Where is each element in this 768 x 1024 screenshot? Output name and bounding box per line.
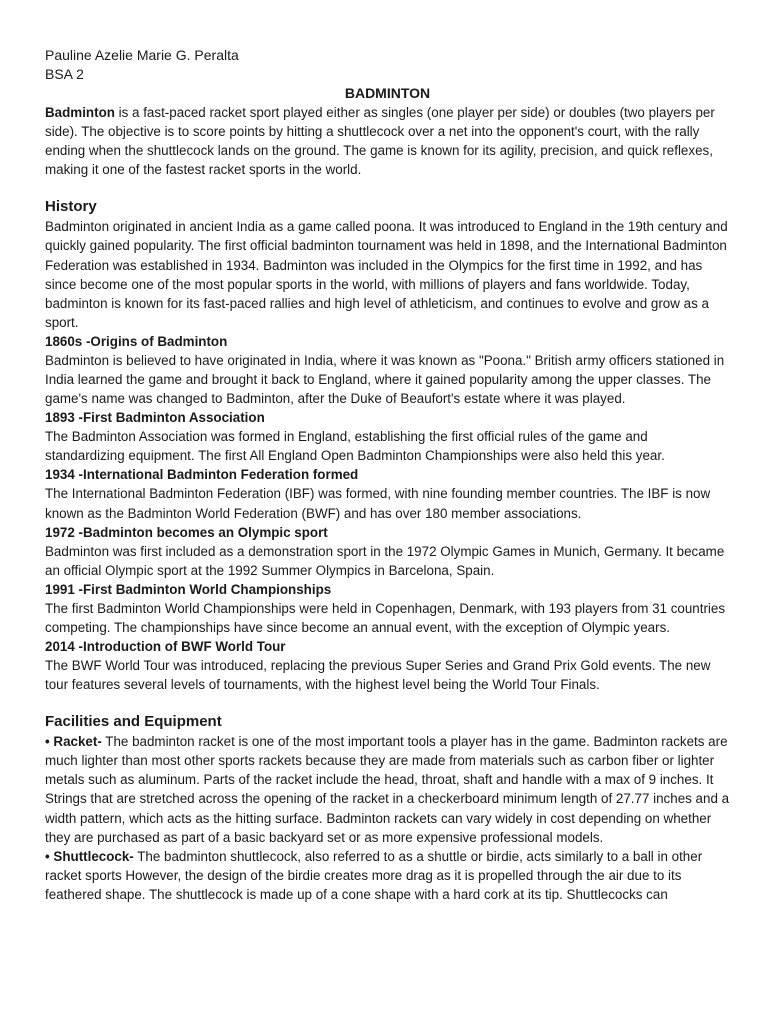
intro-text: is a fast-paced racket sport played either as singles (one player per side) or doubles (two players per side). The objective is to score points by hitting a shuttlecock over a net into the opponent's court, with the rally ending when the shuttlecock lands on the ground. The game is known for its agility, precision, and quick reflexes, making it one of the fastest racket sports in the world. xyxy=(45,105,715,178)
equipment-item-shuttlecock xyxy=(45,847,730,904)
milestone-1860s xyxy=(45,332,730,408)
document-title: BADMINTON xyxy=(344,85,431,101)
equipment-lead: • Racket- xyxy=(45,734,102,750)
intro-lead: Badminton xyxy=(45,105,115,120)
milestone-text: The first Badminton World Championships were held in Copenhagen, Denmark, with 193 players from 31 countries competing. The championships have since become an annual event, with the exception of Olympic years. xyxy=(45,600,726,635)
milestone-title: 1893 -First Badminton Association xyxy=(45,410,265,426)
milestone-text: The BWF World Tour was introduced, replacing the previous Super Series and Grand Prix Gold events. The new tour features several levels of tournaments, with the highest level being the World Tour Finals. xyxy=(45,657,711,693)
milestone-text: Badminton was first included as a demonstration sport in the 1972 Olympic Games in Munich, Germany. It became an official Olympic sport at the 1992 Summer Olympics in Barcelona, Spain. xyxy=(45,543,725,578)
document-page xyxy=(45,46,730,904)
milestone-title: 2014 -Introduction of BWF World Tour xyxy=(45,638,286,654)
equipment-item-racket xyxy=(45,732,730,847)
milestone-1893 xyxy=(45,408,730,465)
history-paragraph: Badminton originated in ancient India as a game called poona. It was introduced to England in the 19th century and quickly gained popularity. The first official badminton tournament was held in 1898, and the International Badminton Federation was established in 1934. Badminton was included in the Olympics for the first time in 1992, and has since become one of the most popular sports in the world, with millions of players and fans worldwide. Today, badminton is known for its fast-paced rallies and high level of athleticism, and continues to evolve and grow as a sport. xyxy=(45,219,728,330)
facilities-heading: Facilities and Equipment xyxy=(45,713,222,731)
milestone-text: The International Badminton Federation (IBF) was formed, with nine founding member countries. The IBF is now known as the Badminton World Federation (BWF) and has over 180 member associations. xyxy=(45,486,711,521)
milestone-title: 1972 -Badminton becomes an Olympic sport xyxy=(45,524,328,540)
milestone-title: 1860s -Origins of Badminton xyxy=(45,333,228,349)
milestone-1934 xyxy=(45,465,730,522)
milestone-text: The Badminton Association was formed in England, establishing the first official rules of the game and standardizing equipment. The first All England Open Badminton Championships were also held this year. xyxy=(45,429,665,464)
author-name: Pauline Azelie Marie G. Peralta xyxy=(45,47,239,63)
equipment-text: The badminton shuttlecock, also referred to as a shuttle or birdie, acts similarly to a ball in other racket sports However, the design of the birdie creates more drag as it is propelled through the air due to its feathered shape. The shuttlecock is made up of a cone shape with a hard cork at its tip. Shuttlecocks can xyxy=(45,848,703,902)
milestone-title: 1991 -First Badminton World Championships xyxy=(45,581,332,597)
history-heading: History xyxy=(45,198,97,216)
milestone-1991 xyxy=(45,580,730,637)
milestone-1972 xyxy=(45,523,730,580)
milestone-title: 1934 -International Badminton Federation formed xyxy=(45,467,359,483)
equipment-text: The badminton racket is one of the most important tools a player has in the game. Badminton rackets are much lighter than most other sports rackets because they are made from materials such as carbon fiber or lighter metals such as aluminum. Parts of the racket include the head, throat, shaft and handle with a max of 9 inches. It Strings that are stretched across the opening of the racket in a checkerboard minimum length of 27.77 inches and a width pattern, which acts as the hitting surface. Badminton rackets can vary widely in cost depending on whether they are purchased as part of a basic backyard set or as more expensive professional models. xyxy=(45,734,730,845)
intro-paragraph xyxy=(45,103,730,179)
milestone-text: Badminton is believed to have originated in India, where it was known as "Poona." British army officers stationed in India learned the game and brought it back to England, where it gained popularity among the upper classes. The game's name was changed to Badminton, after the Duke of Beaufort's estate where it was played. xyxy=(45,352,725,407)
course-label: BSA 2 xyxy=(45,66,84,82)
milestone-2014 xyxy=(45,637,730,694)
equipment-lead: • Shuttlecock- xyxy=(45,848,134,864)
